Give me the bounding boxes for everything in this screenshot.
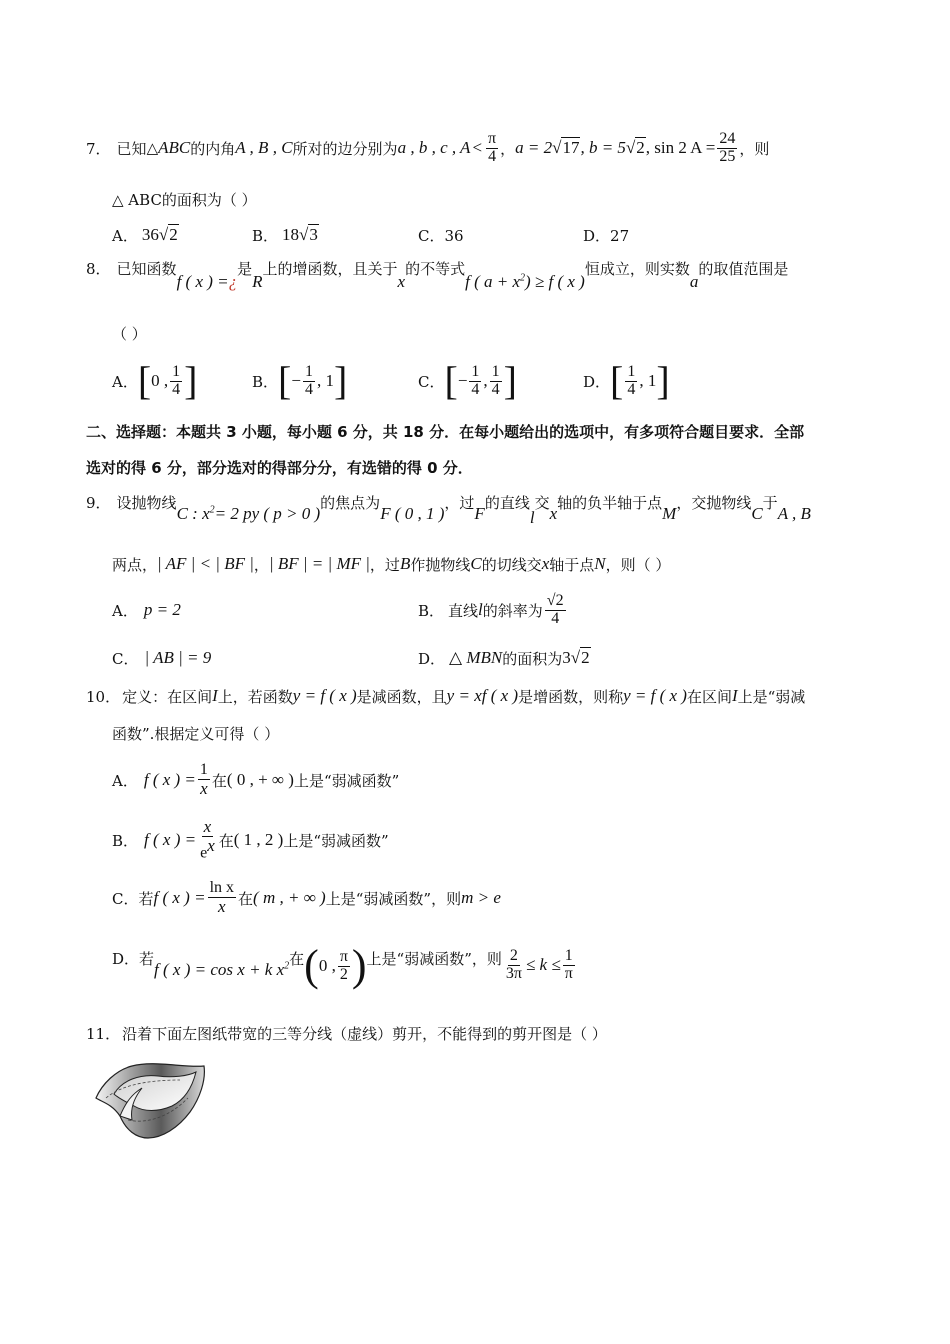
q10-option-b-text: 上是“弱减函数” [283,831,389,850]
q7-option-a-rad: 2 [169,225,178,244]
q8-ineq [465,272,585,292]
q10-line2-text: 函数”.根据定义可得（ ） [112,724,280,743]
q9-text5: 交 [534,494,550,512]
q10-option-d-label: D． [112,950,140,968]
q8-option-a-label: A． [112,372,138,391]
q9-C3: C [470,554,482,573]
q8-option-b-label: B． [252,372,279,391]
q9-text7: ，交抛物线 [676,494,752,512]
q10-f2: y = xf ( x ) [446,686,519,705]
q10-d-frac1 [504,948,524,983]
q8-b-den: 4 [304,380,313,398]
q9-option-d-val: 3 [562,648,571,667]
q10-line1 [86,684,805,708]
q10-option-a-frac [198,762,210,798]
q10-option-c-text: 上是“弱减函数”，则 [325,889,462,908]
q10-text2: 上，若函数 [217,687,293,706]
q9-option-d-tri: △ MBN [449,648,503,667]
q10-d-den1: 3π [505,964,522,982]
q9-line2-d: 的切线交 [481,555,542,574]
q8-a: a [689,272,699,291]
q11-text: 沿着下面左图纸带宽的三等分线（虚线）剪开，不能得到的剪开图是（ ） [122,1024,607,1043]
q7-lt: < [472,138,483,157]
q9-line2-b: ，过 [369,555,400,574]
q9-option-a-value: p = 2 [143,600,181,619]
q9-option-d-label: D． [418,649,446,668]
q7-option-b-rad: 3 [309,225,318,244]
q10-option-c [112,876,501,920]
q10-option-c-f: f ( x ) = [153,888,206,907]
left-bracket: [ [444,358,458,403]
section2-line1-text: 二、选择题：本题共 3 小题，每小题 6 分，共 18 分．在每小题给出的选项中，有多项符合题目要求．全部 [86,422,805,441]
q8-option-a-frac [170,364,182,399]
q10-d-num2: 1 [564,947,573,964]
q9-option-c-value: | AB | = 9 [144,648,212,667]
q8-fx: f ( x ) = [176,272,229,291]
q7-frac-pi-4 [486,131,498,166]
q10-option-c-label: C． [112,889,139,908]
q10-option-a [112,758,399,802]
q10-option-d-at: 在 [289,950,305,968]
q8-R: R [252,272,263,291]
q7-option-a-value: 36 [141,225,159,244]
q10-d-zero: 0 , [318,956,336,975]
section2-line2 [86,456,473,478]
q9-option-d-rad: 2 [581,648,590,667]
q9-line2-e: 轴于点 [549,555,595,574]
q8-option-c [418,356,517,406]
q9-text8: 于 [762,494,778,512]
q9-text3: ，过 [444,494,475,512]
q10-option-b-interval: ( 1 , 2 ) [233,830,284,849]
q7-option-b-label: B． [252,226,279,245]
q9-number: 9． [86,494,111,512]
paper-band-figure [92,1054,212,1140]
q7-line2 [112,188,257,210]
q8-option-c-comma: , [483,371,488,390]
q8-c-num2: 1 [491,362,500,380]
q8-text4: 的不等式 [405,260,466,278]
q10-option-b-label: B． [112,831,139,850]
q8-number: 8． [86,260,111,278]
q9-option-c [112,646,211,670]
right-paren: ) [351,941,367,990]
q7-frac-24-25 [717,131,737,166]
q8-option-a [112,356,198,406]
q7-r2: 2 [636,138,645,157]
q10-f1: y = f ( x ) [292,686,357,705]
q7-option-b-sqrt: √3 [299,225,318,244]
right-bracket: ] [656,358,670,403]
q8-option-c-neg: − [457,371,468,390]
q10-option-d-if: 若 [139,950,155,968]
q9-F: F [474,504,485,523]
q7-option-d-label: D．27 [583,226,630,245]
q8-option-d-frac [625,364,637,399]
q7-number: 7． [86,139,111,158]
q7-option-a-sqrt: √2 [158,225,178,244]
q9-option-c-label: C． [112,649,139,668]
q7-sqrt2: √2 [625,138,645,157]
q11-line1 [86,1022,607,1044]
q9-option-d [418,646,591,670]
q10-option-a-label: A． [112,771,138,790]
triangle-symbol: △ [146,139,159,157]
q9-option-b-text2: 的斜率为 [482,601,543,620]
q9-N: N [594,554,606,573]
q10-a-num: 1 [199,761,208,779]
q8-a-den: 4 [172,380,181,398]
q9-line2-a: 两点， [112,555,158,574]
q7-then: ，则 [739,139,770,158]
q10-I: I [212,686,218,705]
q8-d-num: 1 [627,362,636,380]
q9-cond1: | AF | < | BF | [157,554,254,573]
q9-option-b-num: √2 [546,591,564,609]
q10-b-den-e: e [200,844,208,862]
q9-option-b [418,586,568,634]
q7-abc: ABC [158,138,191,157]
q8-option-c-frac2 [490,364,502,399]
q10-d-sq: 2 [284,960,290,972]
q7-text1: 已知 [116,139,147,158]
q10-number: 10． [86,687,121,706]
q8-b-num: 1 [304,362,313,380]
q10-option-c-frac [208,880,236,916]
q10-option-c-at: 在 [238,889,254,908]
q10-text4: 是增函数，则称 [518,687,624,706]
q9-text4: 的直线 [484,494,530,512]
q8-text1: 已知函数 [116,260,177,278]
q7-option-b-value: 18 [282,225,300,244]
q10-text6: 上是“弱减 [737,687,806,706]
q11-number: 11． [86,1024,121,1043]
q9-option-a-label: A． [112,601,138,620]
q7-25: 25 [719,147,736,165]
q9-option-b-text: 直线 [448,601,479,620]
q7-b-eq: , b = 5 [580,138,626,157]
q8-d-den: 4 [627,380,636,398]
q10-option-b-at: 在 [218,831,234,850]
q9-M: M [662,504,677,523]
q10-option-b [112,818,389,862]
q9-eq: = 2 py ( p > 0 ) [214,504,321,523]
q7-sides: a , b , c , A [397,138,471,157]
q9-option-d-sqrt: √2 [570,648,590,667]
q7-option-c-label: C．36 [418,226,464,245]
q9-text2: 的焦点为 [320,494,381,512]
q7-option-a [112,224,179,246]
q7-text3: 所对的边分别为 [292,139,398,158]
section2-line1 [86,420,804,442]
q8-ineq-left: f ( a + x [465,272,521,291]
q8-x: x [397,272,406,291]
q10-I2: I [731,686,738,705]
q10-option-c-interval: ( m , + ∞ ) [253,888,326,907]
q10-b-den-x: x [207,835,215,855]
q10-a-den: x [200,778,208,798]
q9-line1 [86,492,811,532]
q10-option-a-interval: ( 0 , + ∞ ) [226,770,294,789]
q7-sin: , sin 2 A = [645,138,716,157]
q10-f3: y = f ( x ) [623,686,687,705]
q8-ineq-sq: 2 [520,272,526,284]
q10-d-frac2 [563,948,575,983]
q7-24: 24 [719,129,736,147]
q9-x2: x [541,554,550,573]
q8-text6: 的取值范围是 [698,260,789,278]
q9-text6: 轴的负半轴于点 [557,494,663,512]
q9-text1: 设抛物线 [116,494,177,512]
q10-option-d-text: 上是“弱减函数”，则 [366,950,502,968]
q10-d-num1: 2 [509,947,518,964]
q8-ineq-right: ) ≥ f ( x ) [525,272,585,291]
q9-x: x [549,504,558,523]
q10-option-a-at: 在 [211,771,227,790]
q7-a-eq: a = 2 [515,138,553,157]
q9-c-x: C : x [176,504,210,523]
q9-option-b-label: B． [418,601,445,620]
q9-B: B [399,554,411,573]
q10-text3: 是减函数，且 [356,687,447,706]
left-bracket: [ [610,358,624,403]
q7-option-a-label: A． [112,226,138,245]
q8-line2 [112,322,147,344]
q9-option-b-den: 4 [551,609,560,627]
q8-option-a-zero: 0 , [151,371,169,390]
q7-r17: 17 [562,138,580,157]
q10-option-c-result: m > e [461,888,501,907]
q9-cond2: | BF | = | MF | [268,554,370,573]
q10-option-d-range [502,948,577,983]
q7-four: 4 [488,147,497,165]
left-bracket: [ [137,358,152,403]
q10-d-den2: π [564,964,573,982]
q10-option-a-text: 上是“弱减函数” [293,771,400,790]
q8-option-b-one: , 1 [316,371,334,390]
right-bracket: ] [184,358,198,403]
q8-strange-char: ¿ [228,272,238,291]
q9-option-d-text: 的面积为 [502,649,563,668]
q10-d-f: f ( x ) = cos x + k x [154,960,285,979]
right-bracket: ] [503,358,517,403]
q8-option-c-label: C． [418,372,445,391]
q9-AB: A , B [777,504,811,523]
q10-d-two: 2 [339,965,348,983]
q9-parabola [177,504,321,524]
left-paren: ( [304,941,319,990]
q8-text2: 是 [237,260,253,278]
q8-c-den2: 4 [491,380,500,398]
q8-option-c-frac1 [469,364,481,399]
q9-line2-c: 作抛物线 [410,555,471,574]
left-bracket: [ [278,358,292,403]
q10-option-d-f [154,960,289,980]
q8-option-d-label: D． [583,372,611,391]
right-bracket: ] [333,358,348,403]
q8-paren: （ ） [112,324,147,343]
q9-line2 [112,552,670,576]
q10-d-mid: ≤ k ≤ [525,955,561,975]
q9-focus: F ( 0 , 1 ) [380,504,445,523]
q8-text3: 上的增函数，且关于 [262,260,398,278]
q7-line1 [86,128,769,168]
q7-pi: π [488,129,497,147]
q9-line2-f: ，则（ ） [605,555,671,574]
q8-c-den1: 4 [471,380,480,398]
q8-line1 [86,258,788,298]
q10-option-d-interval [304,941,367,990]
q7-angles: A , B , C [235,138,293,157]
q8-option-d [583,356,670,406]
q10-option-b-frac [198,818,217,862]
q7-option-d [583,224,629,246]
q9-C2: C [751,504,763,523]
q8-option-b-frac [303,364,315,399]
q7-option-b [252,224,319,246]
q8-c-num1: 1 [471,362,480,380]
q7-option-c [418,224,464,246]
q9-option-b-l: l [478,600,483,619]
q10-line2 [112,722,279,744]
q9-option-b-frac [545,593,566,628]
q8-option-b [252,356,347,406]
q10-text1: 定义：在区间 [122,687,213,706]
q8-a-num: 1 [172,362,181,380]
q10-d-pi: π [339,947,348,965]
q7-text2: 的内角 [190,139,236,158]
q10-option-b-f: f ( x ) = [144,830,197,849]
q10-text5: 在区间 [686,687,732,706]
q7-sqrt17: √17 [552,138,580,157]
q7-comma: ， [500,139,516,158]
q10-c-num: ln x [209,879,235,897]
q8-text5: 恒成立，则实数 [584,260,690,278]
q9-sq: 2 [209,504,215,516]
q10-b-num: x [203,817,212,837]
q7-line2-text: △ ABC的面积为（ ） [112,190,257,209]
section2-line2-text: 选对的得 6 分，部分选对的得部分分，有选错的得 0 分． [86,458,473,477]
q9-option-a [112,598,181,622]
q8-option-b-neg: − [291,371,301,390]
q9-l: l [529,508,535,527]
q8-option-d-one: , 1 [639,371,657,390]
q10-d-frac-pi2 [338,949,350,984]
q9-line2-comma: ， [253,555,269,574]
q10-b-den [198,837,217,862]
q10-c-den: x [218,896,226,916]
q10-option-a-f: f ( x ) = [143,770,196,789]
q10-option-d [112,941,577,996]
q10-option-c-if: 若 [138,889,154,908]
